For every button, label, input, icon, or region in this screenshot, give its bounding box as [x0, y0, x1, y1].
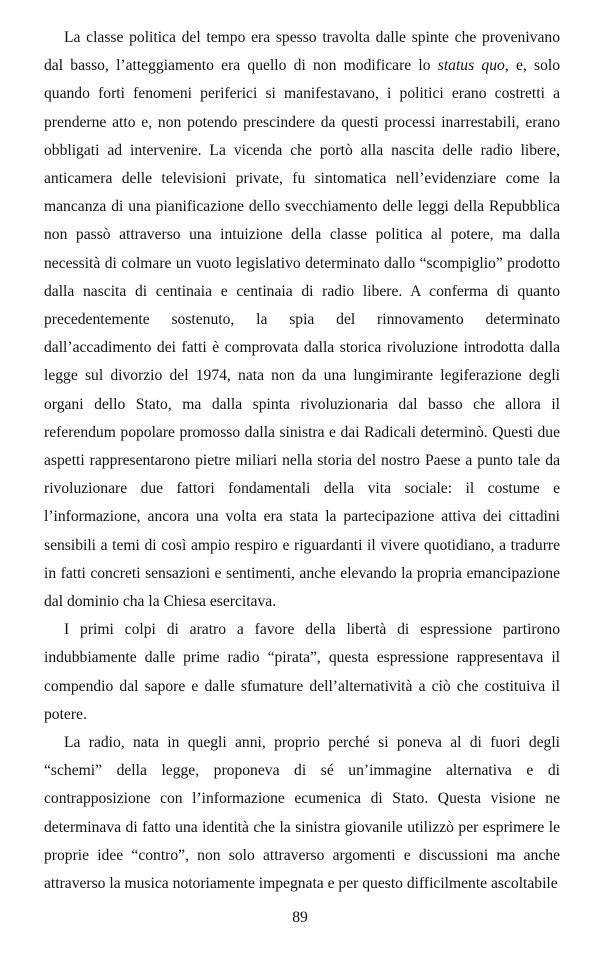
paragraph-2: I primi colpi di aratro a favore della libertà di espressione partirono indubbiamente dalle prime radio “pirata”, questa espressione rappresentava il compendio dal sapore e dalle sfumature dell’alternatività a ciò che costituiva il potere. [44, 621, 560, 723]
page-body [44, 24, 560, 898]
paragraph-1 [44, 24, 560, 616]
paragraph-1-text-end: , e, solo quando forti fenomeni periferici si manifestavano, i politici erano costretti a prenderne atto e, non potendo prescindere da questi processi inarrestabili, erano obbligati ad intervenire. La vicenda che portò alla nascita delle radio libere, anticamera delle televisioni private, fu sintomatica nell’evidenziare come la mancanza di una pianificazione dello svecchiamento delle leggi della Repubblica non passò attraverso una intuizione della classe politica al potere, ma dalla necessità di colmare un vuoto legislativo determinato dallo “scompiglio” prodotto dalla nascita di centinaia e centinaia di radio libere. A conferma di quanto precedentemente sostenuto, la spia del rinnovamento determinato dall’accadimento dei fatti è comprovata dalla storica rivoluzione introdotta dalla legge sul divorzio del 1974, nata non da una lungimirante legiferazione degli organi dello Stato, ma dalla spinta rivoluzionaria dal basso che allora il referendum popolare promosso dalla sinistra e dai Radicali determinò. Questi due aspetti rappresentarono pietre miliari nella storia del nostro Paese a punto tale da rivoluzionare due fattori fondamentali della vita sociale: il costume e l’informazione, ancora una volta era stata la partecipazione attiva dei cittadini sensibili a temi di così ampio respiro e riguardanti il vivere quotidiano, a tradurre in fatti concreti sensazioni e sentimenti, anche elevando la propria emancipazione dal dominio cha la Chiesa esercitava. [44, 57, 560, 611]
paragraph-1-emphasis: status quo [437, 57, 505, 75]
paragraph-1-text-start: La classe politica del tempo era spesso travolta dalle spinte che provenivano dal basso, l’atteggiamento era quello di non modificare lo [44, 29, 560, 75]
page-number: 89 [292, 909, 308, 926]
paragraph-3: La radio, nata in quegli anni, proprio perché si poneva al di fuori degli “schemi” della legge, proponeva di sé un’immagine alternativa e di contrapposizione con l’informazione ecumenica di Stato. Questa visione ne determinava di fatto una identità che la sinistra giovanile utilizzò per esprimere le proprie idee “contro”, non solo attraverso argomenti e discussioni ma anche attraverso la musica notoriamente impegnata e per questo difficilmente ascoltabile [44, 734, 560, 893]
